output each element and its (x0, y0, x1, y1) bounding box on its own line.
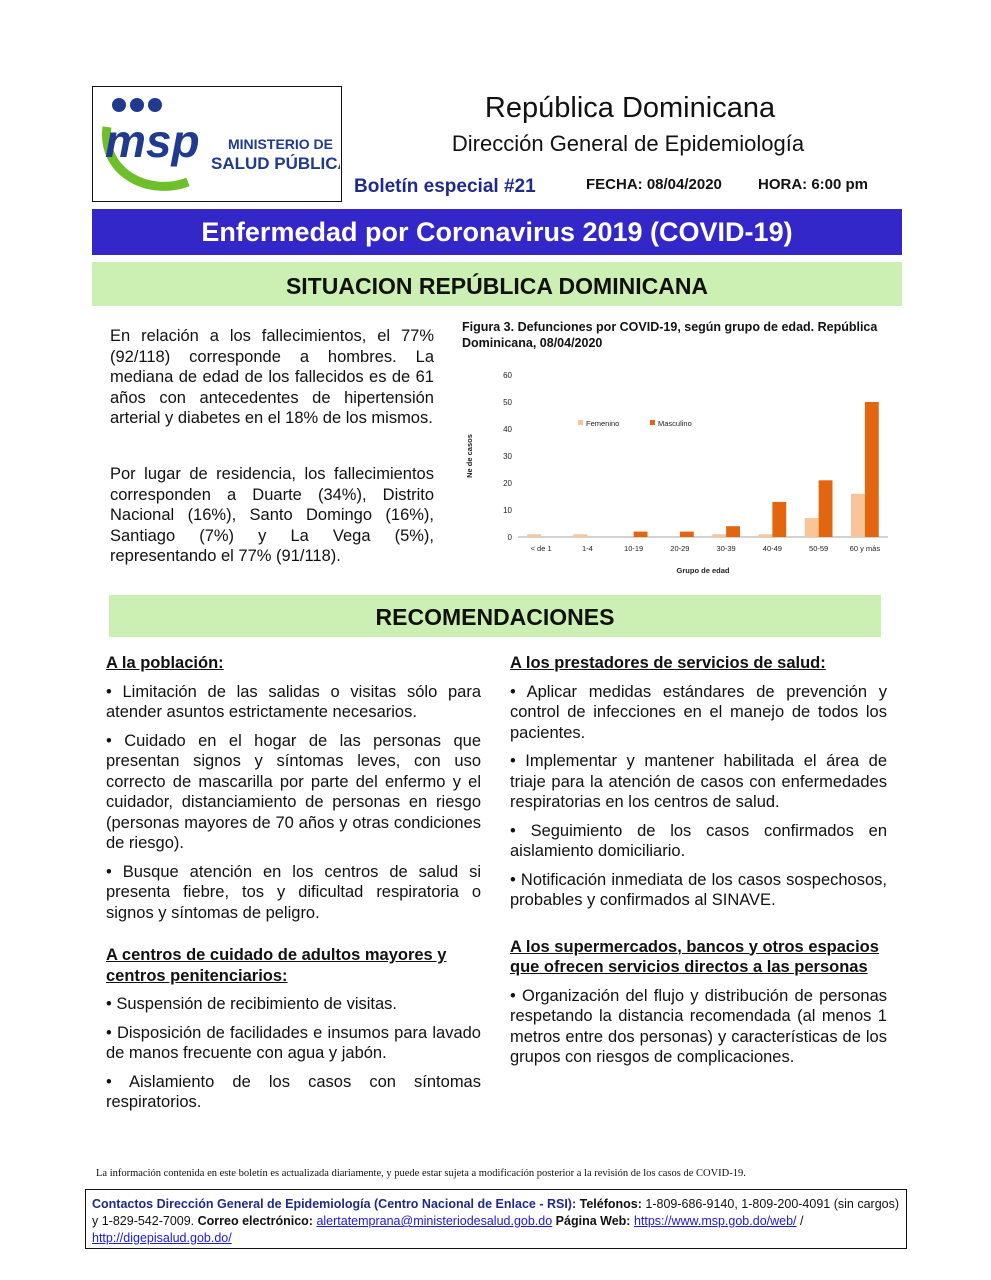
legend-swatch-masculino (650, 420, 655, 425)
bulletin-number: Boletín especial #21 (354, 176, 536, 197)
bar-masculino-7 (865, 402, 879, 537)
web-link-digepi[interactable]: http://digepisalud.gob.do/ (92, 1231, 232, 1245)
x-tick-label: 50-59 (809, 544, 829, 553)
list-item: • Aislamiento de los casos con síntomas respiratorios. (106, 1072, 481, 1111)
elderly-centers-heading: A centros de cuidado de adultos mayores y centros penitenciarios: (106, 946, 447, 985)
web-link-msp[interactable]: https://www.msp.gob.do/web/ (633, 1214, 797, 1228)
x-axis-label: Grupo de edad (676, 566, 730, 575)
list-item: • Notificación inmediata de los casos sospechosos, probables y confirmados al SINAVE. (510, 870, 887, 909)
supermarkets-heading: A los supermercados, bancos y otros espacios que ofrecen servicios directos a las personas (510, 937, 879, 976)
y-tick-label: 20 (503, 479, 512, 488)
y-tick-label: 60 (503, 371, 512, 380)
x-tick-label: 10-19 (624, 544, 644, 553)
x-tick-label: 20-29 (670, 544, 690, 553)
y-tick-label: 10 (503, 506, 512, 515)
y-tick-label: 30 (503, 452, 512, 461)
bar-masculino-4 (726, 526, 740, 537)
bar-femenino-5 (759, 534, 773, 537)
country-title: República Dominicana (484, 92, 776, 124)
list-item: • Aplicar medidas estándares de prevención y control de infecciones en el manejo de todos los pacientes. (510, 682, 887, 742)
chart-svg (458, 362, 898, 582)
deaths-by-age-chart (458, 362, 898, 582)
bulletin-date: FECHA: 08/04/2020 (586, 176, 722, 193)
contacts-label: Contactos Dirección General de Epidemiología (Centro Nacional de Enlace - RSI): (92, 1197, 577, 1211)
residence-paragraph: Por lugar de residencia, los fallecimientos corresponden a Duarte (34%), Distrito Nacional (16%), Santo Domingo (16%), Santiago (7%) y La Vega (5%), representando el 77% (91/118). (110, 465, 434, 565)
logo-line1: MINISTERIO DE (228, 136, 334, 152)
phones: 1-809-686-9140, 1-809-200-4091 (sin cargos) y 1-829-542-7009. (92, 1197, 900, 1228)
list-item: • Implementar y mantener habilitada el área de triaje para la atención de casos con enfermedades respiratorias en los centros de salud. (510, 752, 887, 811)
y-tick-label: 50 (503, 398, 512, 407)
population-heading: A la población: (106, 654, 224, 672)
list-item: • Limitación de las salidas o visitas sólo para atender asuntos estrictamente necesarios. (106, 682, 481, 721)
deaths-paragraph: En relación a los fallecimientos, el 77% (92/118) corresponde a hombres. La mediana de edad de los fallecidos es de 61 años con antecedentes de hipertensión arterial y diabetes en el 18% de los mismos. (110, 327, 434, 427)
list-item: • Suspensión de recibimiento de visitas. (106, 995, 398, 1013)
bar-masculino-6 (819, 480, 833, 537)
x-tick-label: < de 1 (530, 544, 552, 553)
bar-masculino-5 (772, 502, 786, 537)
situation-title: SITUACION REPÚBLICA DOMINICANA (92, 262, 902, 306)
disease-banner: Enfermedad por Coronavirus 2019 (COVID-19) (92, 209, 902, 255)
bar-femenino-7 (851, 494, 865, 537)
bar-femenino-1 (574, 534, 588, 537)
x-tick-label: 30-39 (716, 544, 736, 553)
web-label: Página Web: (555, 1214, 631, 1228)
x-tick-label: 60 y más (849, 544, 881, 553)
list-item: • Busque atención en los centros de salud si presenta fiebre, tos y dificultad respiratoria o signos y síntomas de peligro. (106, 862, 481, 922)
department-title: Dirección General de Epidemiología (451, 131, 805, 156)
left-recommendations-column (106, 653, 481, 1121)
bar-masculino-3 (680, 532, 694, 537)
contacts-box (85, 1189, 907, 1249)
bulletin-hour: HORA: 6:00 pm (758, 176, 869, 193)
list-item: • Cuidado en el hogar de las personas que presentan signos y síntomas leves, con uso correcto de mascarilla por parte del enfermo y el cuidador, distanciamiento de personas en riesgo (personas mayores de 70 años y otras condiciones de riesgo). (106, 731, 481, 852)
msp-logo (92, 86, 342, 202)
legend-label-masculino: Masculino (658, 419, 692, 428)
disclaimer: La información contenida en este boletín es actualizada diariamente, y puede estar sujeta a modificación posterior a la revisión de los casos de COVID-19. (96, 1168, 746, 1179)
phones-label: Teléfonos: (579, 1197, 642, 1211)
right-recommendations-column (510, 653, 887, 1076)
link-separator: / (800, 1214, 804, 1228)
list-item: • Disposición de facilidades e insumos para lavado de manos frecuente con agua y jabón. (106, 1023, 481, 1062)
providers-heading: A los prestadores de servicios de salud: (510, 654, 826, 672)
legend-label-femenino: Femenino (586, 419, 620, 428)
bar-femenino-6 (805, 518, 819, 537)
msp-logo-graphic (93, 87, 340, 200)
x-tick-label: 1-4 (581, 544, 593, 553)
x-tick-label: 40-49 (762, 544, 782, 553)
email-link[interactable]: alertatemprana@ministeriodesalud.gob.do (316, 1214, 553, 1228)
figure-title: Figura 3. Defunciones por COVID-19, según grupo de edad. República Dominicana, 08/04/2020 (462, 320, 878, 350)
bar-femenino-4 (712, 534, 726, 537)
list-item: • Organización del flujo y distribución de personas respetando la distancia recomendada (al menos 1 metros entre dos personas) y características de los grupos con riesgos de complicaciones. (510, 986, 887, 1066)
bar-masculino-2 (634, 532, 648, 537)
email-label: Correo electrónico: (197, 1214, 313, 1228)
bar-femenino-0 (527, 534, 541, 537)
logo-line2: SALUD PÚBLICA (211, 154, 340, 173)
y-tick-label: 40 (503, 425, 512, 434)
y-axis-label: Ne de casos (465, 434, 474, 478)
legend-swatch-femenino (578, 420, 583, 425)
svg-text:msp: msp (105, 115, 200, 167)
recommendations-title: RECOMENDACIONES (109, 595, 881, 637)
list-item: • Seguimiento de los casos confirmados en aislamiento domiciliario. (510, 821, 887, 860)
y-tick-label: 0 (507, 533, 512, 542)
